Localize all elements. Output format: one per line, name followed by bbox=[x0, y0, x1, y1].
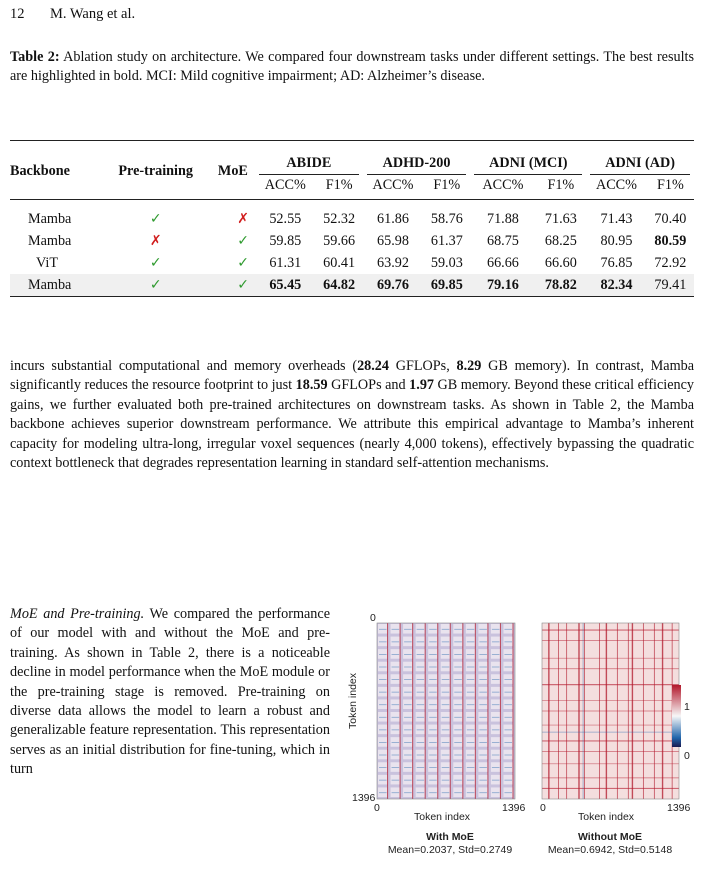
heatmap-cell bbox=[391, 662, 401, 672]
heatmap-without-moe bbox=[542, 623, 679, 799]
heatmap-cell bbox=[503, 699, 513, 709]
heatmap-cell bbox=[428, 725, 438, 735]
colorbar bbox=[672, 685, 681, 747]
heatmap-cell bbox=[466, 624, 476, 634]
cell-value: 76.85 bbox=[600, 254, 633, 271]
heatmap-cell bbox=[428, 687, 438, 697]
panel-title-with-moe: With MoE bbox=[426, 831, 474, 843]
heatmap-cell bbox=[428, 750, 438, 760]
heatmap-cell bbox=[378, 775, 388, 785]
heatmap-cell bbox=[403, 750, 413, 760]
heatmap-cell bbox=[453, 624, 463, 634]
cell-value: 52.55 bbox=[269, 210, 302, 227]
heatmap-cell bbox=[503, 649, 513, 659]
heatmap-cell bbox=[428, 699, 438, 709]
group-header-adni-ad bbox=[586, 141, 694, 178]
heatmap-cell bbox=[453, 725, 463, 735]
running-head bbox=[10, 6, 135, 23]
caption-label: Table 2: bbox=[10, 49, 60, 65]
body-paragraph bbox=[10, 357, 694, 473]
heatmap-cell bbox=[478, 637, 488, 647]
heatmap-cell bbox=[428, 787, 438, 797]
heatmap-cell bbox=[403, 687, 413, 697]
cell-value-best: 79.16 bbox=[470, 274, 535, 297]
cell-value: 58.76 bbox=[430, 210, 463, 227]
heatmap-cell bbox=[378, 787, 388, 797]
heatmap-cell bbox=[491, 674, 501, 684]
heatmap-cell bbox=[441, 687, 451, 697]
caption-text: Ablation study on architecture. We compared four downstream tasks under different settings. The best results are highlighted in bold. MCI: Mild cognitive impairment; AD: Alzheimer’s disease. bbox=[10, 49, 694, 84]
heatmap-cell bbox=[378, 637, 388, 647]
heatmap-cell bbox=[491, 699, 501, 709]
y-tick-min-left: 0 bbox=[370, 612, 376, 624]
x-tick-min-right: 0 bbox=[540, 802, 546, 814]
text-run: We compared the performance of our model with and without the MoE and pre-training. As shown in Table 2, there is a noticeable decline in model performance when the MoE module or the pre-training stage is removed. Pre-training on diverse data allows the model to learn a robust and generalizable feature representation. This representation serves as an initial distribution for fine-tuning, which in turn bbox=[10, 606, 330, 778]
heatmap-cell bbox=[378, 662, 388, 672]
heatmap-cell bbox=[491, 649, 501, 659]
heatmap-cell bbox=[491, 750, 501, 760]
heatmap-cell bbox=[391, 637, 401, 647]
heatmap-cell bbox=[503, 775, 513, 785]
heatmap-cell bbox=[378, 737, 388, 747]
heatmap-cell bbox=[491, 762, 501, 772]
text-bold: 1.97 bbox=[409, 377, 434, 394]
heatmap-cell bbox=[416, 674, 426, 684]
heatmap-cell bbox=[391, 775, 401, 785]
heatmap-cell bbox=[378, 687, 388, 697]
heatmap-cell bbox=[478, 762, 488, 772]
heatmap-cell bbox=[416, 712, 426, 722]
heatmap-cell bbox=[453, 750, 463, 760]
heatmap-cell bbox=[403, 712, 413, 722]
check-icon: ✓ bbox=[237, 254, 250, 271]
heatmap-cell bbox=[466, 775, 476, 785]
heatmap-cell bbox=[478, 699, 488, 709]
cell-value: 66.66 bbox=[486, 254, 519, 271]
sub-header: ACC% bbox=[482, 177, 524, 193]
group-label: ADNI (AD) bbox=[605, 155, 675, 171]
cell-value: 71.43 bbox=[600, 210, 633, 227]
group-header-abide bbox=[255, 141, 363, 178]
heatmap-cell bbox=[391, 674, 401, 684]
heatmap-cell bbox=[391, 624, 401, 634]
cell-value: 59.85 bbox=[269, 232, 302, 249]
heatmap-cell bbox=[478, 787, 488, 797]
heatmap-cell bbox=[478, 737, 488, 747]
cell-value: 52.32 bbox=[323, 210, 356, 227]
x-axis-label-left: Token index bbox=[414, 811, 471, 823]
heatmap-cell bbox=[391, 737, 401, 747]
cell-backbone: ViT bbox=[36, 254, 59, 271]
heatmap-cell bbox=[478, 662, 488, 672]
heatmap-cell bbox=[441, 737, 451, 747]
cell-backbone: Mamba bbox=[28, 210, 72, 227]
cell-value: 60.41 bbox=[323, 254, 356, 271]
heatmap-cell bbox=[428, 674, 438, 684]
heatmap-cell bbox=[441, 775, 451, 785]
heatmap-cell bbox=[378, 725, 388, 735]
heatmap-cell bbox=[466, 699, 476, 709]
heatmap-cell bbox=[503, 712, 513, 722]
sub-header: F1% bbox=[433, 177, 461, 193]
heatmap-cell bbox=[466, 637, 476, 647]
cell-value: 71.63 bbox=[544, 210, 577, 227]
sub-header: ACC% bbox=[595, 177, 637, 193]
heatmap-cell bbox=[503, 637, 513, 647]
heatmap-cell bbox=[491, 624, 501, 634]
heatmap-cell bbox=[391, 762, 401, 772]
y-tick-max-left: 1396 bbox=[352, 792, 376, 804]
table-row-highlighted bbox=[10, 274, 694, 297]
running-head-authors: M. Wang et al. bbox=[50, 6, 136, 22]
cell-value-best: 82.34 bbox=[586, 274, 647, 297]
heatmap-cell bbox=[403, 787, 413, 797]
heatmap-cell bbox=[491, 712, 501, 722]
heatmap-cell bbox=[491, 687, 501, 697]
heatmap-cell bbox=[453, 674, 463, 684]
heatmap-cell bbox=[416, 725, 426, 735]
heatmap-cell bbox=[416, 624, 426, 634]
heatmap-cell bbox=[378, 699, 388, 709]
heatmap-cell bbox=[453, 662, 463, 672]
heatmap-cell bbox=[478, 687, 488, 697]
heatmap-cell bbox=[391, 787, 401, 797]
heatmap-cell bbox=[391, 687, 401, 697]
heatmap-cell bbox=[466, 750, 476, 760]
col-header-moe: MoE bbox=[217, 162, 248, 179]
cell-value: 61.37 bbox=[430, 232, 463, 249]
heatmap-cell bbox=[441, 762, 451, 772]
heatmap-cell bbox=[478, 750, 488, 760]
col-header-pretraining: Pre-training bbox=[118, 162, 193, 179]
heatmap-cell bbox=[416, 750, 426, 760]
heatmap-cell bbox=[428, 649, 438, 659]
group-header-adni-mci bbox=[470, 141, 586, 178]
heatmap-cell bbox=[416, 649, 426, 659]
cell-value: 65.98 bbox=[377, 232, 409, 249]
heatmap-cell bbox=[378, 674, 388, 684]
heatmap-cell bbox=[503, 687, 513, 697]
heatmap-cell bbox=[466, 674, 476, 684]
heatmap-cell bbox=[453, 712, 463, 722]
panel-stats-with-moe: Mean=0.2037, Std=0.2749 bbox=[387, 844, 513, 856]
check-icon: ✓ bbox=[149, 210, 162, 227]
heatmap-cell bbox=[503, 750, 513, 760]
heatmap-cell bbox=[441, 637, 451, 647]
table-row bbox=[10, 230, 694, 252]
cell-value-best: 78.82 bbox=[535, 274, 586, 297]
cell-value-best: 80.59 bbox=[654, 232, 687, 249]
heatmap-cell bbox=[478, 725, 488, 735]
heatmap-cell bbox=[491, 737, 501, 747]
table-caption bbox=[10, 48, 694, 86]
col-header-backbone: Backbone bbox=[10, 162, 70, 179]
heatmap-cell bbox=[403, 637, 413, 647]
heatmap-cell bbox=[503, 762, 513, 772]
group-label: ADHD-200 bbox=[382, 155, 451, 171]
heatmap-cell bbox=[378, 750, 388, 760]
check-icon: ✓ bbox=[149, 276, 162, 293]
heatmap-cell bbox=[441, 662, 451, 672]
cell-value: 72.92 bbox=[654, 254, 687, 271]
heatmap-cell bbox=[403, 624, 413, 634]
heatmap-cell bbox=[453, 687, 463, 697]
text-bold: 28.24 bbox=[357, 358, 389, 374]
cell-value: 59.66 bbox=[323, 232, 356, 249]
heatmap-with-moe bbox=[377, 623, 515, 799]
text-run: GFLOPs and bbox=[327, 377, 410, 394]
heatmap-cell bbox=[466, 712, 476, 722]
heatmap-cell bbox=[441, 725, 451, 735]
attention-map-figure bbox=[347, 612, 700, 880]
heatmap-cell bbox=[403, 674, 413, 684]
panel-title-without-moe: Without MoE bbox=[577, 831, 643, 843]
heatmap-cell bbox=[478, 674, 488, 684]
heatmap-cell bbox=[403, 699, 413, 709]
heatmap-cell bbox=[391, 725, 401, 735]
heatmap-cell bbox=[453, 637, 463, 647]
heatmap-cell bbox=[466, 649, 476, 659]
heatmap-cell bbox=[428, 775, 438, 785]
check-icon: ✓ bbox=[237, 232, 250, 249]
heatmap-cell bbox=[441, 624, 451, 634]
heatmap-cell bbox=[403, 662, 413, 672]
heatmap-cell bbox=[416, 787, 426, 797]
cell-value-best: 65.45 bbox=[255, 274, 316, 297]
panel-stats-without-moe: Mean=0.6942, Std=0.5148 bbox=[547, 844, 673, 856]
heatmap-cell bbox=[491, 787, 501, 797]
heatmap-cell bbox=[416, 775, 426, 785]
cell-value: 66.60 bbox=[544, 254, 577, 271]
heatmap-cell bbox=[503, 787, 513, 797]
heatmap-cell bbox=[491, 725, 501, 735]
text-bold: 8.29 bbox=[456, 358, 482, 374]
heatmap-cell bbox=[378, 624, 388, 634]
group-label: ABIDE bbox=[286, 155, 332, 171]
heatmap-cell bbox=[503, 674, 513, 684]
heatmap-cell bbox=[378, 712, 388, 722]
x-axis-label-right: Token index bbox=[578, 811, 635, 823]
heatmap-cell bbox=[478, 775, 488, 785]
text-run: incurs substantial computational and memory overheads ( bbox=[10, 358, 358, 374]
heatmap-cell bbox=[428, 737, 438, 747]
heatmap-cell bbox=[441, 699, 451, 709]
heatmap-cell bbox=[403, 649, 413, 659]
ablation-table bbox=[10, 140, 694, 297]
heatmap-cell bbox=[453, 737, 463, 747]
heatmap-cell bbox=[453, 699, 463, 709]
heatmap-cell bbox=[403, 737, 413, 747]
cell-value: 61.31 bbox=[269, 254, 302, 271]
check-icon: ✓ bbox=[149, 254, 162, 271]
heatmap-cell bbox=[403, 725, 413, 735]
heatmap-cell bbox=[453, 649, 463, 659]
sub-header: F1% bbox=[656, 177, 684, 193]
table-row bbox=[10, 200, 694, 231]
cell-value-best: 69.76 bbox=[363, 274, 424, 297]
x-tick-max-left: 1396 bbox=[502, 802, 526, 814]
group-header-adhd bbox=[363, 141, 471, 178]
heatmap-cell bbox=[466, 762, 476, 772]
cell-value: 80.95 bbox=[600, 232, 633, 249]
heatmap-cell bbox=[491, 637, 501, 647]
cell-value: 63.92 bbox=[377, 254, 409, 271]
heatmap-cell bbox=[403, 775, 413, 785]
heatmap-cell bbox=[441, 712, 451, 722]
heatmap-cell bbox=[466, 725, 476, 735]
cell-value: 70.40 bbox=[654, 210, 687, 227]
heatmap-cell bbox=[466, 662, 476, 672]
heatmap-cell bbox=[378, 762, 388, 772]
heatmap-cell bbox=[403, 762, 413, 772]
heatmap-cell bbox=[428, 712, 438, 722]
cell-backbone: Mamba bbox=[28, 232, 72, 249]
heatmap-cell bbox=[428, 637, 438, 647]
heatmap-cell bbox=[378, 649, 388, 659]
cell-value-best: 69.85 bbox=[423, 274, 470, 297]
text-run: GB memory). In contrast, Mamba significantly reduces the resource footprint to just bbox=[10, 358, 694, 394]
cell-value: 71.88 bbox=[486, 210, 519, 227]
heatmap-cell bbox=[503, 624, 513, 634]
heatmap-cell bbox=[441, 750, 451, 760]
heatmap-cell bbox=[416, 637, 426, 647]
heatmap-cell bbox=[478, 649, 488, 659]
heatmap-cell bbox=[441, 649, 451, 659]
x-tick-max-right: 1396 bbox=[667, 802, 691, 814]
sub-header: F1% bbox=[547, 177, 575, 193]
heatmap-cell bbox=[391, 712, 401, 722]
colorbar-min-label: 0 bbox=[684, 750, 690, 762]
sub-header: ACC% bbox=[372, 177, 414, 193]
heatmap-cell bbox=[391, 699, 401, 709]
group-label: ADNI (MCI) bbox=[489, 155, 568, 171]
text-bold: 18.59 bbox=[295, 377, 328, 394]
cross-icon: ✗ bbox=[237, 210, 250, 227]
x-tick-min-left: 0 bbox=[374, 802, 380, 814]
heatmap-cell bbox=[441, 787, 451, 797]
sub-header: F1% bbox=[325, 177, 353, 193]
heatmap-cell bbox=[416, 737, 426, 747]
table-row bbox=[10, 252, 694, 274]
heatmap-cell bbox=[416, 762, 426, 772]
heatmap-cell bbox=[478, 624, 488, 634]
heatmap-cell bbox=[453, 762, 463, 772]
paragraph-heading: MoE and Pre-training. bbox=[10, 606, 145, 622]
cell-backbone: Mamba bbox=[10, 274, 101, 297]
heatmap-cell bbox=[428, 624, 438, 634]
heatmap-cell bbox=[503, 662, 513, 672]
text-run: GFLOPs, bbox=[388, 358, 457, 374]
heatmap-cell bbox=[503, 737, 513, 747]
heatmap-cell bbox=[466, 737, 476, 747]
heatmap-cell bbox=[428, 762, 438, 772]
heatmap-cell bbox=[491, 775, 501, 785]
colorbar-max-label: 1 bbox=[684, 701, 690, 713]
cell-value: 59.03 bbox=[430, 254, 463, 271]
heatmap-cell bbox=[478, 712, 488, 722]
y-axis-label-left: Token index bbox=[347, 672, 360, 730]
heatmap-cell bbox=[441, 674, 451, 684]
cell-value: 68.25 bbox=[544, 232, 577, 249]
heatmap-cell bbox=[491, 662, 501, 672]
sub-header: ACC% bbox=[264, 177, 306, 193]
heatmap-cell bbox=[416, 687, 426, 697]
heatmap-cell bbox=[466, 787, 476, 797]
heatmap-cell bbox=[503, 725, 513, 735]
moe-paragraph bbox=[10, 605, 330, 780]
check-icon: ✓ bbox=[237, 276, 250, 293]
heatmap-cell bbox=[428, 662, 438, 672]
heatmap-cell bbox=[453, 787, 463, 797]
heatmap-cell bbox=[391, 750, 401, 760]
cross-icon: ✗ bbox=[149, 232, 162, 249]
heatmap-cell bbox=[453, 775, 463, 785]
page-number: 12 bbox=[10, 6, 25, 22]
cell-value-best: 64.82 bbox=[316, 274, 363, 297]
heatmap-cell bbox=[391, 649, 401, 659]
heatmap-cell bbox=[416, 662, 426, 672]
cell-value: 79.41 bbox=[647, 274, 694, 297]
heatmap-cell bbox=[416, 699, 426, 709]
text-run: GB memory. Beyond these critical efficiency gains, we further evaluated both pre-trained architectures on downstream tasks. As shown in Table 2, the Mamba backbone achieves superior downstream performance. We attribute this empirical advantage to Mamba’s inherent capacity for modeling ultra-long, irregular voxel sequences (nearly 4,000 tokens), effectively bypassing the quadratic context bottleneck that degrades representation learning in standard self-attention mechanisms. bbox=[10, 377, 695, 472]
cell-value: 68.75 bbox=[486, 232, 519, 249]
heatmap-cell bbox=[466, 687, 476, 697]
cell-value: 61.86 bbox=[377, 210, 409, 227]
